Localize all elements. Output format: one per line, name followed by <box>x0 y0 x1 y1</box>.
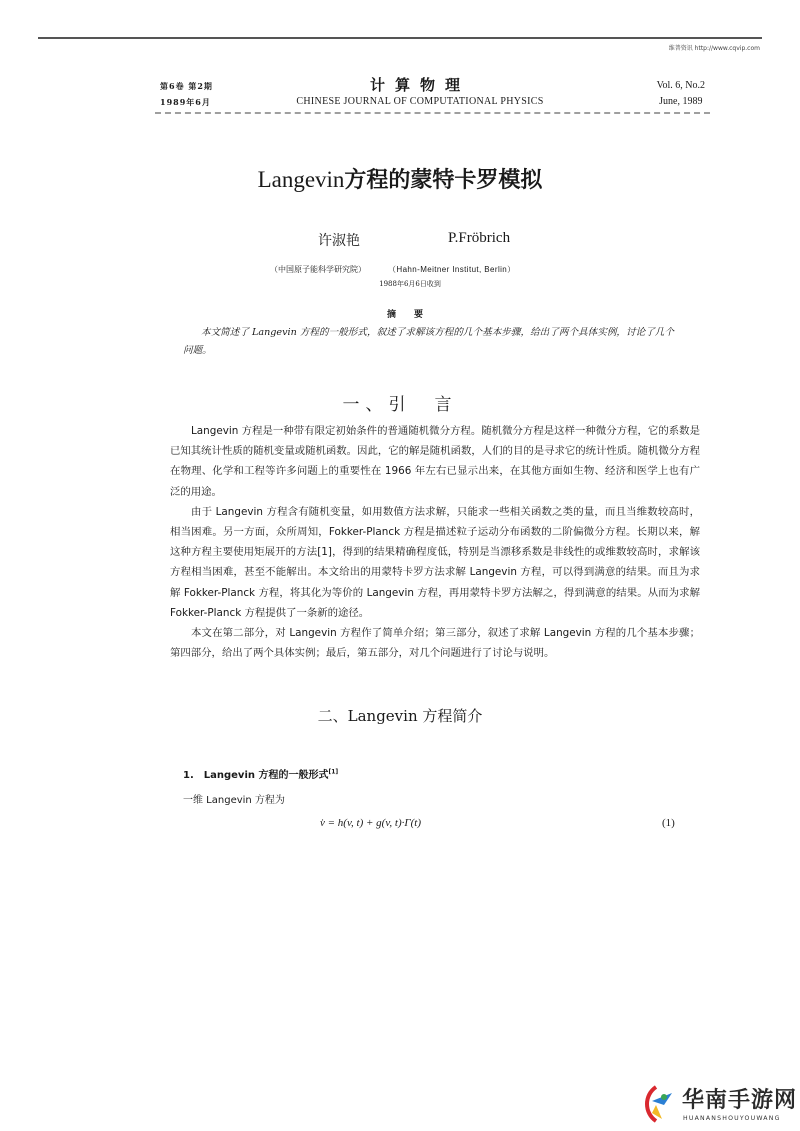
journal-name-cn: 计算物理 <box>369 76 470 94</box>
abstract-body <box>183 324 675 360</box>
subsection-1-intro: 一维 Langevin 方程为 <box>183 795 285 806</box>
received-date: 1988年6月6日收到 <box>379 280 441 288</box>
abstract-heading: 摘要 <box>386 310 441 320</box>
author-1: 许淑艳 <box>318 233 360 249</box>
issue-info-cn: 第6卷 第2期 1989年6月 <box>160 81 213 107</box>
journal-name <box>275 76 565 109</box>
affiliation-1: （中国原子能科学研究院） <box>270 265 366 274</box>
affiliation-2: （Hahn-Meitner Institut, Berlin） <box>388 265 516 274</box>
paragraph: 由于 Langevin 方程含有随机变量，如用数值方法求解，只能求一些相关函数之类的量，而且当维数较高时，相当困难。另一方面，众所周知，Fokker-Planck 方程是描述粒子运动分布函数的二阶偏微分方程。长期以来，解这种方程主要使用矩展开的方法[1]，得到的结果精确程度低，特别是当漂移系数是非线性的或维数较高时，求解该方程相当困难，甚至不能解出。本文给出的用蒙特卡罗方法求解 Langevin 方程，可以得到满意的结果。而且为求解 Fokker-Planck 方程，将其化为等价的 Langevin 方程，再用蒙特卡罗方法解之，得到满意的结果。从而为求解 Fokker-Planck 方程提供了一条新的途径。 <box>170 505 700 619</box>
journal-header <box>155 76 705 116</box>
subsection-1-heading: 1. Langevin 方程的一般形式[1] <box>183 768 339 781</box>
section-1-heading: 一、引 言 <box>342 395 458 415</box>
author-2: P.Fröbrich <box>448 230 511 246</box>
journal-name-en: CHINESE JOURNAL OF COMPUTATIONAL PHYSICS <box>296 96 544 107</box>
section-2-heading: 二、Langevin 方程简介 <box>317 707 483 725</box>
equation-1: v̇ = h(v, t) + g(v, t)·Γ(t) <box>320 817 422 829</box>
top-rule <box>38 37 762 39</box>
issue-info-en: Vol. 6, No.2 June, 1989 <box>656 80 705 107</box>
section-1-body <box>170 421 700 663</box>
source-note: 维普资讯 http://www.cqvip.com <box>668 45 760 52</box>
abstract-text: 本文简述了 Langevin 方程的一般形式，叙述了求解该方程的几个基本步骤，给出了两个具体实例，讨论了几个问题。 <box>183 327 674 356</box>
watermark <box>640 1083 800 1131</box>
article-title: Langevin方程的蒙特卡罗模拟 <box>257 167 543 193</box>
paragraph: Langevin 方程是一种带有限定初始条件的普通随机微分方程。随机微分方程是这样一种微分方程，它的系数是已知其统计性质的随机变量或随机函数。因此，它的解是随机函数，人们的目的是寻求它的统计性质。随机微分方程在物理、化学和工程等许多问题上的重要性在 1966 年左右已显示出来，在其他方面如生物、经济和医学上也有广泛的用途。 <box>170 425 700 498</box>
paragraph: 本文在第二部分，对 Langevin 方程作了简单介绍；第三部分，叙述了求解 Langevin 方程的几个基本步骤；第四部分，给出了两个具体实例；最后，第五部分，对几个问题进行了讨论与说明。 <box>170 627 700 660</box>
watermark-name-cn: 华南手游网 <box>682 1088 798 1113</box>
reference-marker: [1] <box>328 768 339 776</box>
equation-number: (1) <box>662 817 675 829</box>
header-divider <box>155 112 710 114</box>
watermark-logo-icon <box>642 1083 680 1125</box>
watermark-name-en: HUANANSHOUYOUWANG <box>683 1115 781 1122</box>
